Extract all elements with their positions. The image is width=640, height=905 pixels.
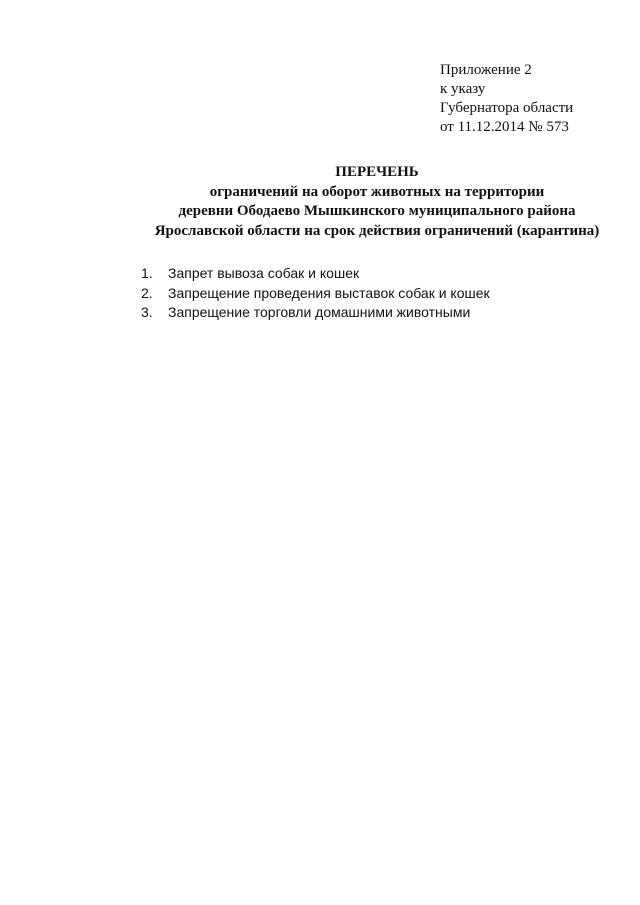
list-item-text: Запрет вывоза собак и кошек <box>168 265 360 281</box>
title-line-4: Ярославской области на срок действия ограничений (карантина) <box>154 222 600 239</box>
restrictions-list <box>141 264 490 323</box>
title-line-2: ограничений на оборот животных на территории <box>209 183 545 200</box>
document-title <box>0 163 640 241</box>
appendix-line-2: к указу <box>440 81 486 97</box>
list-item-number: 2. <box>141 284 153 301</box>
list-item-text: Запрещение торговли домашними животными <box>168 304 471 320</box>
list-item <box>141 303 490 323</box>
list-item-number: 1. <box>141 265 153 281</box>
appendix-line-4: от 11.12.2014 № 573 <box>440 119 569 135</box>
list-item <box>141 284 490 304</box>
list-item-text: Запрещение проведения выставок собак и кошек <box>168 284 490 301</box>
list-item-number: 3. <box>141 304 153 320</box>
title-heading: ПЕРЕЧЕНЬ <box>335 164 419 180</box>
appendix-note <box>440 61 573 137</box>
appendix-line-3: Губернатора области <box>440 100 574 116</box>
title-line-3: деревни Ободаево Мышкинского муниципального района <box>178 203 576 219</box>
appendix-line-1: Приложение 2 <box>440 62 532 78</box>
list-item <box>141 264 490 284</box>
